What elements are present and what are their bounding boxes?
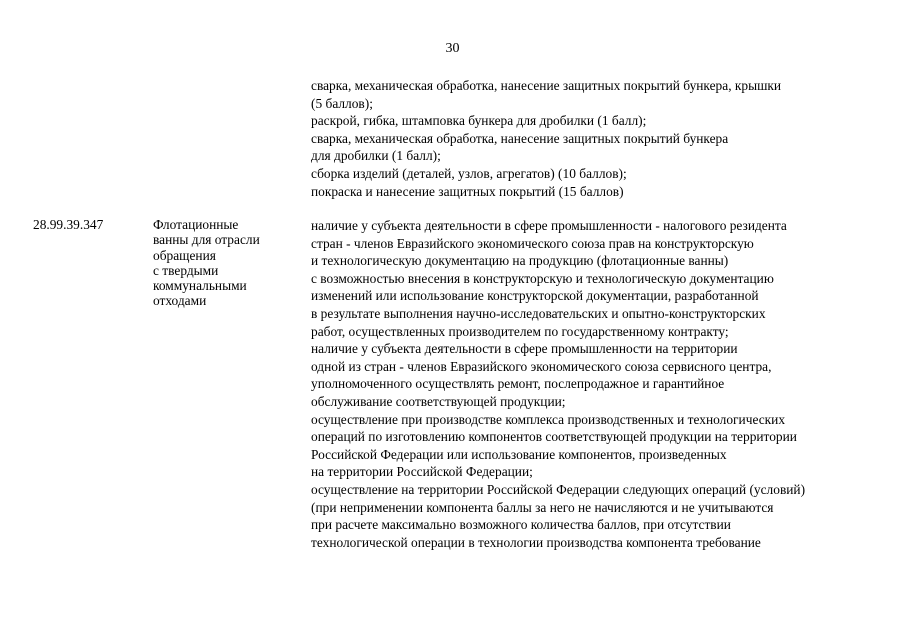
requirement-line: (при неприменении компонента баллы за него не начисляются и не учитываются bbox=[311, 499, 774, 515]
requirement-line: (5 баллов); bbox=[311, 95, 373, 111]
requirement-line: стран - членов Евразийского экономического союза прав на конструкторскую bbox=[311, 235, 754, 251]
requirement-line: уполномоченного осуществлять ремонт, послепродажное и гарантийное bbox=[311, 376, 725, 392]
requirement-line: осуществление на территории Российской Федерации следующих операций (условий) bbox=[311, 481, 806, 497]
requirement-line: осуществление при производстве комплекса производственных и технологических bbox=[311, 411, 786, 427]
requirement-line: работ, осуществленных производителем по государственному контракту; bbox=[311, 323, 729, 339]
requirement-line: покраска и нанесение защитных покрытий (15 баллов) bbox=[311, 183, 624, 199]
requirement-line: сварка, механическая обработка, нанесение защитных покрытий бункера bbox=[311, 130, 729, 146]
requirements-cell bbox=[311, 217, 891, 551]
product-name-line: коммунальными bbox=[153, 278, 247, 294]
product-name-line: с твердыми bbox=[153, 262, 219, 278]
product-name-line: ванны для отрасли bbox=[153, 232, 260, 248]
product-name-cell bbox=[153, 217, 303, 309]
continuation-requirements bbox=[311, 77, 891, 200]
product-code-cell bbox=[33, 217, 143, 232]
requirement-line: на территории Российской Федерации; bbox=[311, 464, 533, 480]
product-name-line: Флотационные bbox=[153, 217, 239, 232]
requirement-line: одной из стран - членов Евразийского экономического союза сервисного центра, bbox=[311, 358, 772, 374]
requirement-line: для дробилки (1 балл); bbox=[311, 148, 441, 164]
requirement-line: наличие у субъекта деятельности в сфере промышленности - налогового резидента bbox=[311, 218, 787, 233]
requirement-line: сборка изделий (деталей, узлов, агрегатов) (10 баллов); bbox=[311, 165, 627, 181]
page-number: 30 bbox=[445, 41, 460, 56]
requirement-line: раскрой, гибка, штамповка бункера для дробилки (1 балл); bbox=[311, 113, 647, 129]
requirement-line: изменений или использование конструкторской документации, разработанной bbox=[311, 288, 759, 304]
requirement-line: при расчете максимально возможного количества баллов, при отсутствии bbox=[311, 517, 731, 533]
product-name-line: отходами bbox=[153, 293, 207, 309]
product-name-line: обращения bbox=[153, 247, 216, 263]
product-code: 28.99.39.347 bbox=[33, 217, 104, 232]
requirement-line: Российской Федерации или использование компонентов, произведенных bbox=[311, 446, 727, 462]
requirement-line: в результате выполнения научно-исследовательских и опытно-конструкторских bbox=[311, 305, 766, 321]
requirement-line: сварка, механическая обработка, нанесение защитных покрытий бункера, крышки bbox=[311, 78, 782, 93]
requirement-line: наличие у субъекта деятельности в сфере промышленности на территории bbox=[311, 341, 738, 357]
requirement-line: технологической операции в технологии производства компонента требование bbox=[311, 534, 761, 550]
requirement-line: обслуживание соответствующей продукции; bbox=[311, 393, 566, 409]
requirement-line: операций по изготовлению компонентов соответствующей продукции на территории bbox=[311, 429, 797, 445]
requirement-line: с возможностью внесения в конструкторскую и технологическую документацию bbox=[311, 270, 774, 286]
requirement-line: и технологическую документацию на продукцию (флотационные ванны) bbox=[311, 253, 729, 269]
